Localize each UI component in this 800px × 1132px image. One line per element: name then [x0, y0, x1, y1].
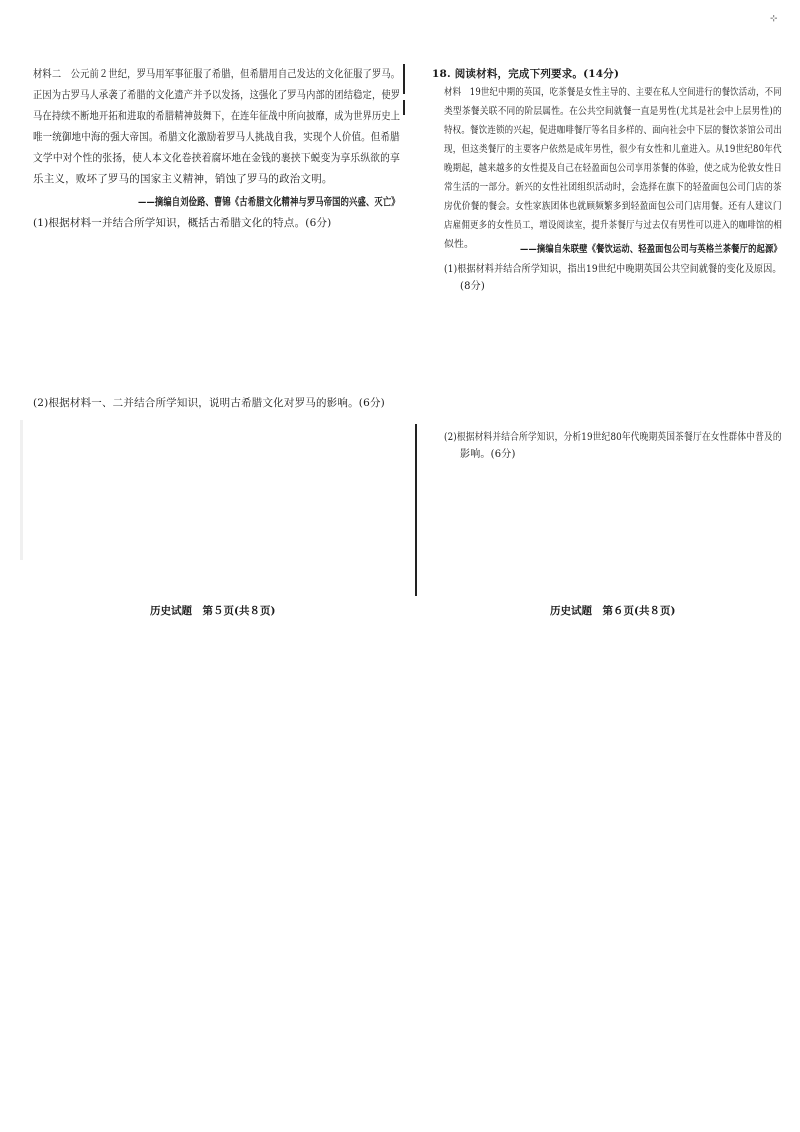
material-line: 材料 19世纪中期的英国，吃茶餐是女性主导的、主要在私人空间进行的餐饮活动，不同 [444, 87, 782, 98]
scan-edge-shadow [20, 420, 23, 560]
right-question-1-line: (1)根据材料并结合所学知识，指出19世纪中晚期英国公共空间就餐的变化及原因。 [444, 264, 782, 275]
material2-line: 马在持续不断地开拓和进取的希腊精神鼓舞下，在连年征战中所向披靡，成为世界历史上 [33, 110, 401, 122]
material-source: ——摘编自朱联壁《餐饮运动、轻盈面包公司与英格兰茶餐厅的起源》 [520, 244, 782, 255]
left-question-1: (1)根据材料一并结合所学知识，概括古希腊文化的特点。(6分) [33, 217, 332, 229]
material-line: 常生活的一部分。新兴的女性社团组织活动时，会选择在旗下的轻盈面包公司门店的茶 [444, 182, 782, 193]
material-line: 现，但这类餐厅的主要客户依然是成年男性，很少有女性和儿童进入。从19世纪80年代 [444, 144, 782, 155]
material-line: 特权。餐饮连锁的兴起，促进咖啡餐厅等名目多样的、面向社会中下层的餐饮茶馆公司出 [444, 125, 783, 136]
material2-line: 文学中对个性的张扬，使人本文化卷挟着腐坏地在金钱的裹挟下蜕变为享乐纵欲的享 [33, 152, 401, 164]
left-question-2: (2)根据材料一、二并结合所学知识，说明古希腊文化对罗马的影响。(6分) [33, 397, 385, 409]
center-fold-line [415, 424, 417, 596]
material-line: 店雇佣更多的女性员工，增设阅读室，提升茶餐厅与过去仅有男性可以进入的咖啡馆的相 [444, 220, 783, 231]
material2-line: 乐主义，败坏了罗马的国家主义精神，销蚀了罗马的政治文明。 [33, 173, 333, 185]
q18-title: 18. 阅读材料，完成下列要求。(14分) [432, 68, 620, 80]
material-line: 似性。 [444, 239, 474, 250]
material-line: 房优价餐的餐会。女性家族团体也就顾频繁多到轻盈面包公司门店用餐。还有人建议门 [444, 201, 782, 212]
right-page-footer: 历史试题 第６页(共８页) [550, 605, 676, 617]
material2-source: ——摘编自刘俭路、曹锦《古希腊文化精神与罗马帝国的兴盛、灭亡》 [138, 196, 400, 208]
margin-rule [403, 64, 405, 94]
corner-mark: ⊹ [770, 14, 778, 24]
material-line: 类型茶餐关联不同的阶层属性。在公共空间就餐一直是男性(尤其是社会中上层男性)的 [444, 106, 782, 117]
margin-rule [403, 100, 405, 115]
right-question-2-line: (2)根据材料并结合所学知识，分析19世纪80年代晚期英国茶餐厅在女性群体中普及的 [444, 432, 782, 443]
material2-line: 唯一统御地中海的强大帝国。希腊文化激励着罗马人挑战自我，实现个人价值。但希腊 [33, 131, 400, 143]
right-question-2-line: 影响。(6分) [460, 449, 516, 460]
material2-line: 正因为古罗马人承袭了希腊的文化遗产并予以发扬，这强化了罗马内部的团结稳定，使罗 [33, 89, 401, 101]
left-page-footer: 历史试题 第５页(共８页) [150, 605, 276, 617]
right-question-1-line: (8分) [460, 281, 485, 292]
material-line: 晚期起，越来越多的女性提及自己在轻盈面包公司享用茶餐的体验，使之成为伦敦女性日 [444, 163, 783, 174]
material2-line: 材料二 公元前２世纪，罗马用军事征服了希腊，但希腊用自己发达的文化征服了罗马。 [33, 68, 401, 80]
